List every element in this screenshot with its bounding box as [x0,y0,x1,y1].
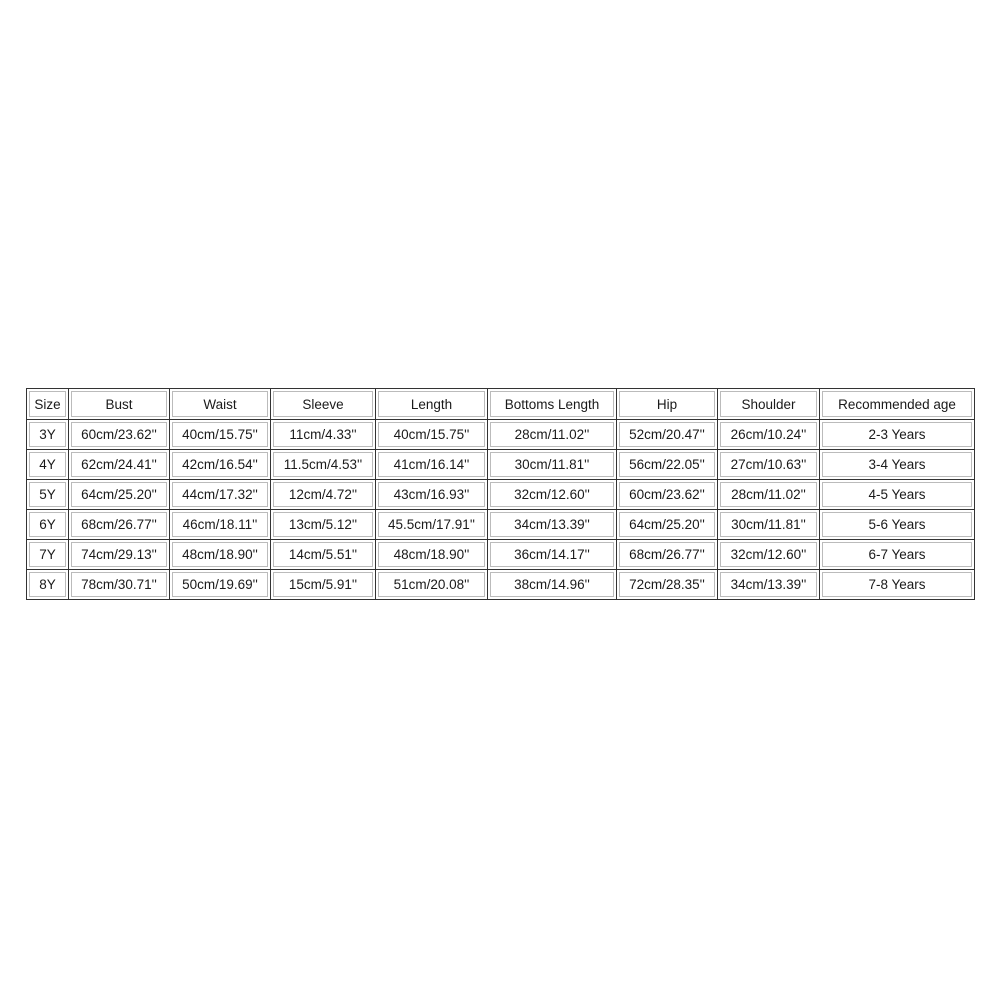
cell-length: 43cm/16.93'' [376,480,488,510]
cell-bottoms-length: 32cm/12.60'' [488,480,617,510]
table-row [27,510,975,540]
cell-shoulder: 28cm/11.02'' [718,480,820,510]
cell-shoulder: 34cm/13.39'' [718,570,820,600]
cell-waist: 44cm/17.32'' [170,480,271,510]
cell-hip: 52cm/20.47'' [617,420,718,450]
header-sleeve: Sleeve [271,389,376,420]
cell-waist: 50cm/19.69'' [170,570,271,600]
cell-size: 8Y [27,570,69,600]
cell-hip: 72cm/28.35'' [617,570,718,600]
header-bust: Bust [69,389,170,420]
table-row [27,540,975,570]
cell-hip: 56cm/22.05'' [617,450,718,480]
cell-recommended-age: 4-5 Years [820,480,975,510]
cell-waist: 42cm/16.54'' [170,450,271,480]
cell-bust: 78cm/30.71'' [69,570,170,600]
cell-sleeve: 14cm/5.51'' [271,540,376,570]
cell-size: 4Y [27,450,69,480]
cell-sleeve: 11.5cm/4.53'' [271,450,376,480]
cell-bottoms-length: 28cm/11.02'' [488,420,617,450]
cell-shoulder: 26cm/10.24'' [718,420,820,450]
cell-sleeve: 13cm/5.12'' [271,510,376,540]
cell-bust: 64cm/25.20'' [69,480,170,510]
table-row [27,450,975,480]
cell-recommended-age: 2-3 Years [820,420,975,450]
cell-bust: 60cm/23.62'' [69,420,170,450]
cell-hip: 64cm/25.20'' [617,510,718,540]
table-row [27,420,975,450]
header-recommended-age: Recommended age [820,389,975,420]
cell-length: 51cm/20.08'' [376,570,488,600]
cell-length: 48cm/18.90'' [376,540,488,570]
header-size: Size [27,389,69,420]
cell-length: 41cm/16.14'' [376,450,488,480]
cell-sleeve: 15cm/5.91'' [271,570,376,600]
cell-sleeve: 11cm/4.33'' [271,420,376,450]
cell-bottoms-length: 38cm/14.96'' [488,570,617,600]
cell-waist: 48cm/18.90'' [170,540,271,570]
cell-size: 6Y [27,510,69,540]
table-body [27,420,975,600]
cell-sleeve: 12cm/4.72'' [271,480,376,510]
table-row [27,480,975,510]
header-length: Length [376,389,488,420]
cell-waist: 40cm/15.75'' [170,420,271,450]
cell-size: 5Y [27,480,69,510]
table-row [27,570,975,600]
size-chart-table [26,388,975,600]
cell-bust: 62cm/24.41'' [69,450,170,480]
cell-size: 7Y [27,540,69,570]
header-row [27,389,975,420]
header-shoulder: Shoulder [718,389,820,420]
cell-bottoms-length: 36cm/14.17'' [488,540,617,570]
cell-waist: 46cm/18.11'' [170,510,271,540]
cell-shoulder: 32cm/12.60'' [718,540,820,570]
cell-bust: 74cm/29.13'' [69,540,170,570]
table-header [27,389,975,420]
header-hip: Hip [617,389,718,420]
cell-bust: 68cm/26.77'' [69,510,170,540]
cell-shoulder: 30cm/11.81'' [718,510,820,540]
cell-bottoms-length: 30cm/11.81'' [488,450,617,480]
header-bottoms-length: Bottoms Length [488,389,617,420]
cell-length: 40cm/15.75'' [376,420,488,450]
cell-size: 3Y [27,420,69,450]
cell-length: 45.5cm/17.91'' [376,510,488,540]
cell-hip: 60cm/23.62'' [617,480,718,510]
header-waist: Waist [170,389,271,420]
cell-recommended-age: 6-7 Years [820,540,975,570]
cell-bottoms-length: 34cm/13.39'' [488,510,617,540]
cell-recommended-age: 3-4 Years [820,450,975,480]
cell-recommended-age: 5-6 Years [820,510,975,540]
cell-recommended-age: 7-8 Years [820,570,975,600]
cell-hip: 68cm/26.77'' [617,540,718,570]
cell-shoulder: 27cm/10.63'' [718,450,820,480]
